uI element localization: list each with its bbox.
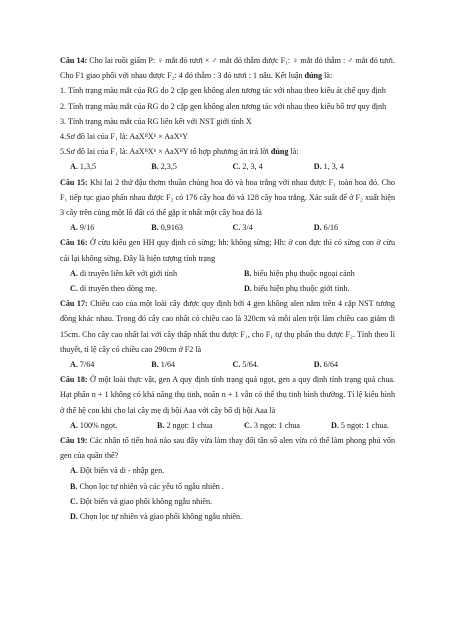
question-17 bbox=[60, 296, 395, 357]
emphasis: đúng bbox=[304, 71, 323, 81]
option-a[interactable]: A. Đột biến và di - nhập gen. bbox=[70, 466, 165, 476]
option-letter: C. bbox=[244, 420, 252, 430]
option-c[interactable]: C. 3 ngọt: 1 chua bbox=[244, 420, 300, 430]
option-b[interactable]: B. 2 ngọt: 1 chua bbox=[157, 420, 213, 430]
option-letter: A. bbox=[70, 162, 78, 172]
option-letter: D. bbox=[331, 420, 339, 430]
question-number: Câu 15: bbox=[60, 177, 88, 187]
option-letter: D. bbox=[313, 360, 322, 370]
answer-options bbox=[60, 159, 395, 174]
option-letter: C. bbox=[232, 223, 241, 233]
option-d[interactable]: D. 6/16 bbox=[313, 223, 339, 233]
option-b[interactable]: B. 0,9163 bbox=[151, 223, 183, 233]
question-stem: Chiều cao của một loài cây được quy định bởi 4 gen không alen nằm trên 4 cặp NST tương đồng khác nhau. Trong đó cây cao nhất có chiều cao là 320cm và mỗi alen trội làm chiều cao giảm đi 15cm. Cho cây cao nhất lai với cây thấp nhất thu được F₁, cho F₁ tự thụ phấn thu được F₂. Tính theo lí thuyết, tỉ lệ cây có chiều cao 290cm ở F2 là bbox=[60, 299, 395, 354]
option-letter: A. bbox=[70, 420, 78, 430]
question-14 bbox=[60, 53, 395, 83]
question-stem: Cho lai ruồi giấm P: ♀ mắt đỏ tươi × ♂ mắt đỏ thẫm được F₁: ♀ mắt đỏ thẫm : ♂ mắt đỏ tươi. Cho F1 giao phối với nhau được F₂: 4 đỏ thẫm : 3 đỏ tươi : 1 nâu. Kết luận bbox=[60, 56, 395, 81]
question-number: Câu 19: bbox=[60, 436, 88, 446]
option-letter: B. bbox=[151, 223, 159, 233]
exam-page bbox=[60, 53, 395, 524]
option-letter: B. bbox=[244, 268, 252, 278]
option-letter: B. bbox=[157, 420, 165, 430]
question-stem: Ở cừu kiểu gen HH quy định có sừng; hh: không sừng; Hh: ở con đực thì có sừng con ở cừu cái lại không sừng. Đây là hiện tượng tính trạng bbox=[60, 238, 395, 263]
option-b[interactable]: B. biểu hiện phụ thuộc ngoại cảnh bbox=[244, 268, 355, 278]
option-letter: B. bbox=[151, 162, 159, 172]
answer-options bbox=[60, 418, 395, 433]
option-letter: A. bbox=[70, 268, 78, 278]
option-letter: A. bbox=[70, 466, 78, 476]
option-c[interactable]: C. 2, 3, 4 bbox=[232, 162, 263, 172]
option-d[interactable]: D. 6/64 bbox=[313, 360, 339, 370]
question-stem: Ở một loài thực vật, gen A quy định tính trạng quả ngọt, gen a quy định tính trạng quả chua. Hạt phấn n + 1 không có khả năng thụ tinh, noãn n + 1 vẫn có thể thụ tinh bình thường. Tỉ lệ kiểu hình ở thế hệ con khi cho lai cây mẹ dị bội Aaa với cây bố dị bội Aaa là bbox=[60, 375, 395, 415]
option-c[interactable]: C. Đột biến và giao phối không ngẫu nhiên. bbox=[70, 496, 213, 506]
option-a[interactable]: A. 1,3,5 bbox=[70, 162, 97, 172]
question-15 bbox=[60, 175, 395, 221]
answer-options bbox=[60, 266, 395, 281]
option-letter: D. bbox=[313, 223, 322, 233]
option-a[interactable]: A. di truyền liên kết với giới tính bbox=[70, 268, 178, 278]
option-c[interactable]: C. 5/64. bbox=[232, 360, 259, 370]
option-b[interactable]: B. 2,3,5 bbox=[151, 162, 177, 172]
statement-4: 4.Sơ đồ lai của F₁ là: AaXᴮXᵇ × AaXᵇY bbox=[60, 132, 188, 142]
option-d[interactable]: D. 5 ngọt: 1 chua. bbox=[331, 420, 390, 430]
statement-5: 5.Sơ đồ lai của F₁ là: AaXᴮXᵇ × AaXᴮY tổ hợp phương án trả lời đúng là: bbox=[60, 147, 299, 157]
option-letter: C. bbox=[232, 162, 241, 172]
question-16 bbox=[60, 235, 395, 265]
option-letter: A. bbox=[70, 360, 78, 370]
answer-options bbox=[60, 281, 395, 296]
option-b[interactable]: B. Chọn lọc tự nhiên và các yếu tố ngẫu nhiên . bbox=[70, 481, 224, 491]
option-letter: B. bbox=[70, 481, 78, 491]
option-letter: D. bbox=[244, 284, 252, 294]
option-d[interactable]: D. Chọn lọc tự nhiên và giao phối không ngẫu nhiên. bbox=[70, 512, 243, 522]
option-letter: C. bbox=[232, 360, 241, 370]
question-number: Câu 16: bbox=[60, 238, 88, 248]
option-c[interactable]: C. di truyền theo dòng mẹ. bbox=[70, 284, 157, 294]
question-stem-end: là: bbox=[322, 71, 333, 81]
option-d[interactable]: D. biểu hiện phụ thuộc giới tính. bbox=[244, 284, 350, 294]
option-letter: D. bbox=[70, 512, 78, 522]
option-a[interactable]: A. 7/64 bbox=[70, 360, 95, 370]
option-letter: B. bbox=[151, 360, 159, 370]
option-a[interactable]: A. 100% ngọt. bbox=[70, 420, 118, 430]
option-letter: C. bbox=[70, 496, 78, 506]
question-stem: Khi lai 2 thứ đậu thơm thuần chủng hoa đỏ và hoa trắng với nhau được F₁ toàn hoa đỏ. Cho F₁ tiếp tục giao phấn nhau được F₂ có 176 cây hoa đỏ và 128 cây hoa trắng. Xác suất để ở F₂ xuất hiện 3 cây trên cùng một lô đất có thể gặp ít nhất một cây hoa đỏ là bbox=[60, 177, 395, 218]
question-18 bbox=[60, 372, 395, 418]
option-d[interactable]: D. 1, 3, 4 bbox=[313, 162, 344, 172]
answer-options bbox=[60, 357, 395, 372]
question-stem: Các nhân tố tiến hoá nào sau đây vừa làm thay đổi tần số alen vừa có thể làm phong phú vốn gen của quần thể? bbox=[60, 436, 395, 461]
option-a[interactable]: A. 9/16 bbox=[70, 223, 95, 233]
question-number: Câu 18: bbox=[60, 375, 88, 385]
statement-3: 3. Tính trạng màu mắt của RG liên kết với NST giới tính X bbox=[60, 116, 252, 126]
question-19 bbox=[60, 433, 395, 463]
option-letter: C. bbox=[70, 284, 78, 294]
option-c[interactable]: C. 3/4 bbox=[232, 223, 253, 233]
answer-options bbox=[60, 220, 395, 235]
statement-2: 2. Tính trạng màu mắt của RG do 2 cặp gen không alen tương tác với nhau theo kiểu bổ trợ quy định bbox=[60, 101, 387, 111]
emphasis: đúng bbox=[270, 147, 289, 157]
question-number: Câu 17: bbox=[60, 299, 88, 309]
option-letter: A. bbox=[70, 223, 78, 233]
statement-1: 1. Tính trạng màu mắt của RG do 2 cặp gen không alen tương tác với nhau theo kiểu át chế quy định bbox=[60, 86, 386, 96]
option-letter: D. bbox=[313, 162, 322, 172]
option-b[interactable]: B. 1/64 bbox=[151, 360, 176, 370]
question-number: Câu 14: bbox=[60, 56, 88, 65]
